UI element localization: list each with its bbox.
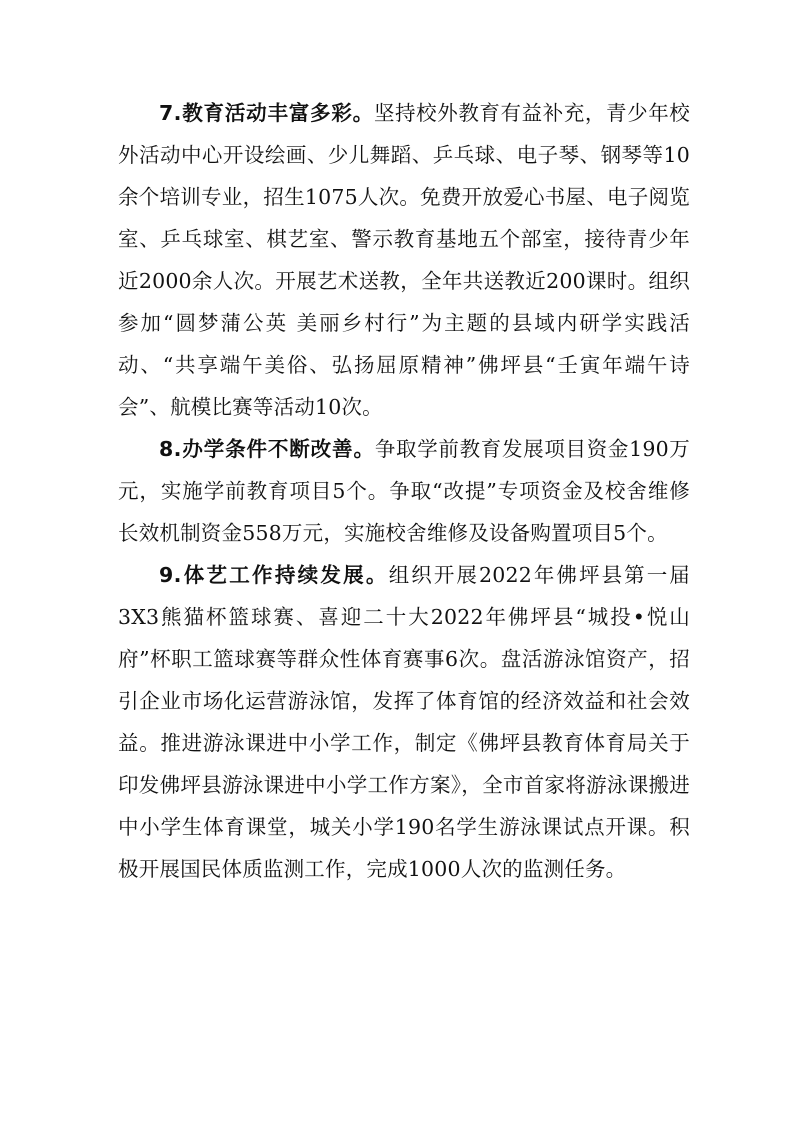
- paragraph-heading: 9.体艺工作持续发展。: [159, 563, 389, 587]
- paragraph-education-activities: [118, 92, 690, 428]
- paragraph-heading: 7.教育活动丰富多彩。: [159, 101, 374, 125]
- paragraph-text: 组织开展2022年佛坪县第一届3X3熊猫杯篮球赛、喜迎二十大2022年佛坪县“城投•悦山府”杯职工篮球赛等群众性体育赛事6次。盘活游泳馆资产，招引企业市场化运营游泳馆，发挥了体育馆的经济效益和社会效益。推进游泳课进中小学工作，制定《佛坪县教育体育局关于印发佛坪县游泳课进中小学工作方案》，全市首家将游泳课搬进中小学生体育课堂，城关小学190名学生游泳课试点开课。积极开展国民体质监测工作，完成1000人次的监测任务。: [118, 563, 690, 881]
- paragraph-school-conditions: [118, 428, 690, 554]
- paragraph-text: 争取学前教育发展项目资金190万元，实施学前教育项目5个。争取“改提”专项资金及校舍维修长效机制资金558万元，实施校舍维修及设备购置项目5个。: [118, 437, 691, 545]
- paragraph-text: 坚持校外教育有益补充，青少年校外活动中心开设绘画、少儿舞蹈、乒乓球、电子琴、钢琴等10余个培训专业，招生1075人次。免费开放爱心书屋、电子阅览室、乒乓球室、棋艺室、警示教育基地五个部室，接待青少年近2000余人次。开展艺术送教，全年共送教近200课时。组织参加“圆梦蒲公英 美丽乡村行”为主题的县域内研学实践活动、“共享端午美俗、弘扬屈原精神”佛坪县“壬寅年端午诗会”、航模比赛等活动10次。: [118, 101, 691, 419]
- document-body: [118, 92, 690, 890]
- paragraph-sports-arts: [118, 554, 690, 890]
- paragraph-heading: 8.办学条件不断改善。: [159, 437, 375, 461]
